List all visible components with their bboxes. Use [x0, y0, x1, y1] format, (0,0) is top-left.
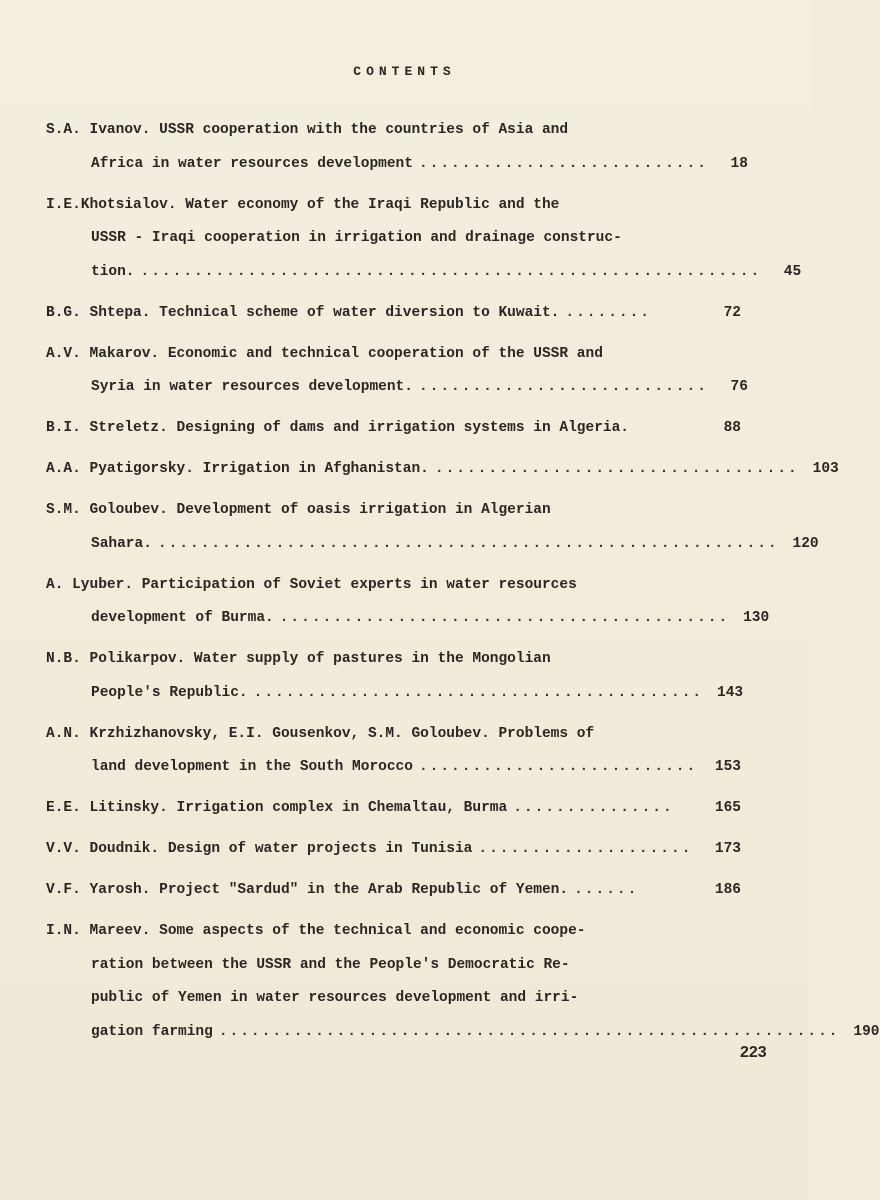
toc-leader-dots: .......................................... [279, 610, 730, 626]
toc-entry-text: development of Burma. [91, 610, 274, 626]
toc-entry-text: ration between the USSR and the People's Democratic Re- [91, 956, 570, 973]
toc-entry-text: B.I. Streletz. Designing of dams and irrigation systems in Algeria. [46, 420, 629, 436]
toc-entry-text: I.N. Mareev. Some aspects of the technical and economic coope- [46, 923, 586, 939]
toc-page-number: 153 [714, 759, 741, 775]
toc-entry-text: B.G. Shtepa. Technical scheme of water diversion to Kuwait. [46, 304, 560, 321]
toc-page-number: 173 [714, 841, 741, 857]
toc-entry-text: tion. [91, 263, 135, 280]
toc-page-number: 103 [812, 461, 839, 477]
toc-entry-text: A.V. Makarov. Economic and technical cooperation of the USSR and [46, 345, 603, 362]
contents-heading: CONTENTS [353, 64, 456, 79]
toc-entry-text: A. Lyuber. Participation of Soviet experts in water resources [46, 576, 577, 593]
toc-page-number: 130 [743, 610, 770, 626]
toc-page-number: 45 [783, 263, 802, 280]
toc-page-number: 72 [723, 304, 741, 321]
toc-entry-text: N.B. Polikarpov. Water supply of pastures in the Mongolian [46, 651, 551, 667]
toc-entry-text: USSR - Iraqi cooperation in irrigation and drainage construc- [91, 230, 622, 246]
toc-page-number: 190 [853, 1023, 880, 1040]
toc-leader-dots: .................... [478, 841, 693, 857]
toc-page-number: 18 [730, 155, 748, 172]
toc-page-number: 120 [792, 535, 819, 552]
toc-leader-dots: .................................. [434, 461, 799, 477]
toc-leader-dots: .......................................................... [218, 1023, 840, 1040]
toc-entry-text: Syria in water resources development. [91, 379, 413, 395]
toc-page-number: 143 [717, 684, 744, 701]
toc-entry-text: E.E. Litinsky. Irrigation complex in Chemaltau, Burma [46, 800, 508, 816]
toc-entry-text: V.F. Yarosh. Project "Sardud" in the Arab Republic of Yemen. [46, 882, 569, 898]
toc-page-number: 165 [714, 800, 741, 816]
toc-leader-dots: ........................... [418, 155, 708, 172]
toc-entry-text: I.E.Khotsialov. Water economy of the Iraqi Republic and the [46, 196, 560, 213]
toc-entry-text: Sahara. [91, 535, 152, 552]
toc-page-number: 76 [730, 379, 748, 395]
toc-entry-text: A.A. Pyatigorsky. Irrigation in Afghanistan. [46, 461, 429, 477]
toc-entry-text: public of Yemen in water resources development and irri- [91, 990, 579, 1006]
toc-leader-dots: ........................... [418, 379, 708, 395]
toc-page-number: 186 [714, 882, 741, 898]
toc-entry-text: A.N. Krzhizhanovsky, E.I. Gousenkov, S.M. Goloubev. Problems of [46, 725, 595, 742]
toc-page-number: 88 [723, 420, 741, 436]
toc-leader-dots: ........ [565, 304, 652, 321]
toc-leader-dots: ............... [513, 800, 674, 816]
toc-entry-text: S.A. Ivanov. USSR cooperation with the countries of Asia and [46, 122, 569, 138]
toc-leader-dots: .......................................................... [140, 263, 762, 280]
toc-entry-text: S.M. Goloubev. Development of oasis irrigation in Algerian [46, 502, 551, 518]
toc-leader-dots: .......................... [418, 759, 698, 775]
page-number: 223 [740, 1044, 767, 1061]
toc-leader-dots: .......................................... [253, 684, 704, 701]
toc-entry-text: gation farming [91, 1023, 213, 1040]
toc-entry-text: People's Republic. [91, 684, 248, 701]
toc-leader-dots: .......................................................... [157, 535, 779, 552]
toc-entry-text: land development in the South Morocco [91, 759, 413, 775]
toc-entry-text: V.V. Doudnik. Design of water projects in Tunisia [46, 841, 473, 857]
toc-leader-dots: ...... [574, 882, 639, 898]
toc-entry-text: Africa in water resources development [91, 155, 413, 172]
